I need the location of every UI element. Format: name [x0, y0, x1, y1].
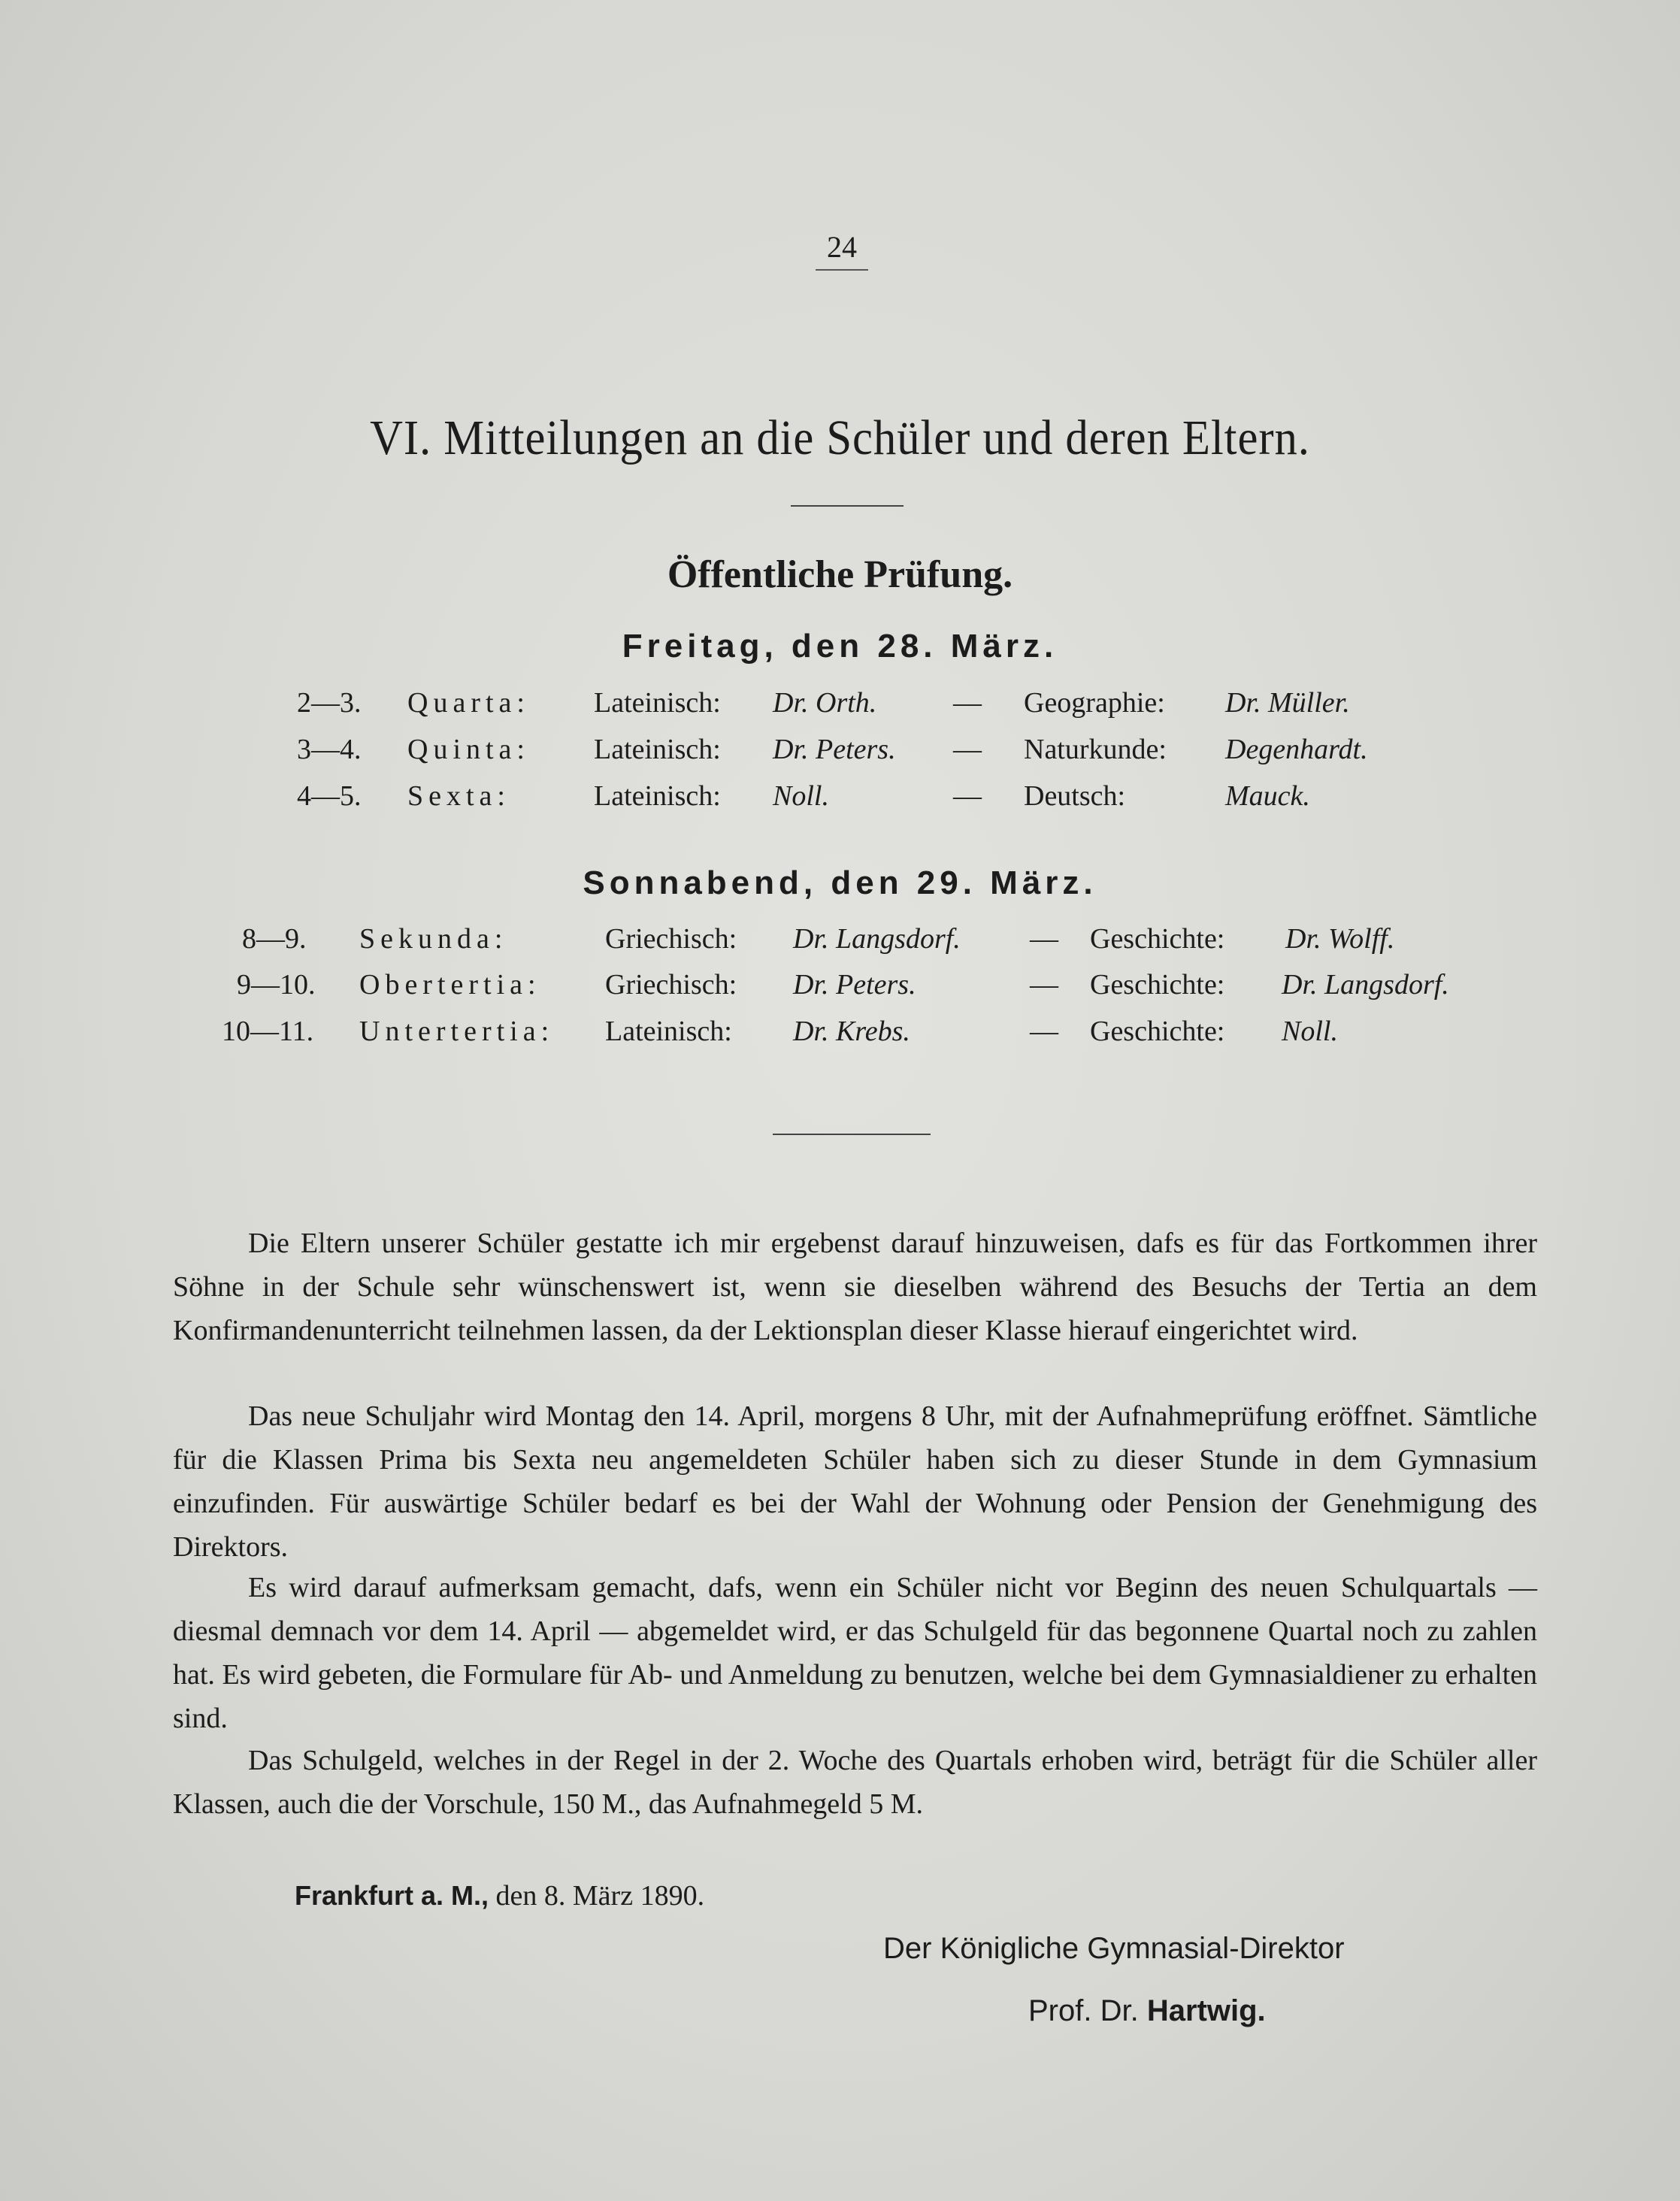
paragraph-konfirmation: Die Eltern unserer Schüler gestatte ich mir ergebenst darauf hinzuweisen, dafs es für das Fortkommen ihrer Söhne in der Schule sehr wünschenswert ist, wenn sie dieselben während des Besuchs der Tertia an dem Konfirmandenunterricht teilnehmen lassen, da der Lektionsplan dieser Klasse hierauf eingerichtet wird. — [173, 1228, 1537, 1346]
subject: Griechisch: — [605, 969, 737, 1001]
dash: — — [1030, 969, 1058, 1001]
signature-name-line — [1028, 1994, 1266, 2028]
teacher: Dr. Langsdorf. — [793, 923, 961, 955]
time-slot: 10—11. — [222, 1016, 314, 1047]
teacher: Dr. Peters. — [773, 734, 896, 765]
time-slot: 4—5. — [297, 780, 362, 812]
subject: Geschichte: — [1090, 923, 1225, 955]
subject: Lateinisch: — [605, 1016, 732, 1047]
signature-prefix: Prof. Dr. — [1028, 1994, 1139, 2027]
teacher: Mauck. — [1225, 780, 1310, 812]
dash: — — [953, 687, 982, 719]
schedule-row — [0, 780, 1680, 817]
page-number-ornament — [816, 269, 868, 271]
teacher: Noll. — [1282, 1016, 1338, 1047]
subject: Lateinisch: — [594, 734, 721, 765]
time-slot: 2—3. — [297, 687, 362, 719]
subject: Geographie: — [1024, 687, 1165, 719]
dash: — — [953, 734, 982, 765]
subject: Lateinisch: — [594, 687, 721, 719]
class-name: Sexta: — [407, 780, 510, 812]
subject: Geschichte: — [1090, 969, 1225, 1001]
section-title: VI. Mitteilungen an die Schüler und deren Eltern. — [370, 410, 1310, 465]
day-heading-friday: Freitag, den 28. März. — [622, 628, 1058, 665]
time-slot: 8—9. — [242, 923, 307, 955]
teacher: Dr. Langsdorf. — [1282, 969, 1449, 1001]
paragraph-schuljahr: Das neue Schuljahr wird Montag den 14. April, morgens 8 Uhr, mit der Aufnahmeprüfung eröffnet. Sämtliche für die Klassen Prima bis Sexta neu angemeldeten Schüler haben sich zu dieser Stunde in dem Gymnasium einzufinden. Für auswärtige Schüler bedarf es bei der Wahl der Wohnung oder Pension der Genehmigung des Direktors. — [173, 1400, 1537, 1563]
divider-rule — [773, 1134, 931, 1135]
paragraph-schulgeld: Das Schulgeld, welches in der Regel in der 2. Woche des Quartals erhoben wird, beträgt für die Schüler aller Klassen, auch die der Vorschule, 150 M., das Aufnahmegeld 5 M. — [173, 1745, 1537, 1820]
teacher: Dr. Orth. — [773, 687, 877, 719]
dash: — — [953, 780, 982, 812]
schedule-row — [0, 968, 1680, 1006]
page-number: 24 — [827, 230, 857, 264]
paragraph-abmeldung: Es wird darauf aufmerksam gemacht, dafs, wenn ein Schüler nicht vor Beginn des neuen Schulquartals — diesmal demnach vor dem 14. April — abgemeldet wird, er das Schulgeld für das begonnene Quartal noch zu zahlen hat. Es wird gebeten, die Formulare für Ab- und Anmeldung zu benutzen, welche bei dem Gymnasialdiener zu erhalten sind. — [173, 1572, 1537, 1734]
class-name: Untertertia: — [359, 1016, 555, 1047]
schedule-row — [0, 922, 1680, 960]
subtitle: Öffentliche Prüfung. — [667, 553, 1013, 596]
signature-title: Der Königliche Gymnasial-Direktor — [883, 1932, 1345, 1965]
teacher: Noll. — [773, 780, 829, 812]
date: den 8. März 1890. — [495, 1880, 705, 1912]
time-slot: 3—4. — [297, 734, 362, 765]
divider-rule — [791, 505, 904, 507]
place: Frankfurt a. M., — [295, 1880, 489, 1911]
subject: Deutsch: — [1024, 780, 1126, 812]
subject: Lateinisch: — [594, 780, 721, 812]
schedule-row — [0, 686, 1680, 724]
subject: Griechisch: — [605, 923, 737, 955]
subject: Naturkunde: — [1024, 734, 1167, 765]
class-name: Quarta: — [407, 687, 530, 719]
schedule-row — [0, 733, 1680, 771]
teacher: Degenhardt. — [1225, 734, 1368, 765]
teacher: Dr. Krebs. — [793, 1016, 910, 1047]
place-date-line — [295, 1879, 704, 1912]
subject: Geschichte: — [1090, 1016, 1225, 1047]
teacher: Dr. Wolff. — [1285, 923, 1395, 955]
class-name: Obertertia: — [359, 969, 541, 1001]
class-name: Sekunda: — [359, 923, 508, 955]
time-slot: 9—10. — [237, 969, 316, 1001]
dash: — — [1030, 1016, 1058, 1047]
day-heading-saturday: Sonnabend, den 29. März. — [583, 864, 1097, 901]
signature-name: Hartwig. — [1146, 1994, 1266, 2027]
teacher: Dr. Peters. — [793, 969, 916, 1001]
teacher: Dr. Müller. — [1225, 687, 1350, 719]
schedule-row — [0, 1015, 1680, 1052]
class-name: Quinta: — [407, 734, 530, 765]
dash: — — [1030, 923, 1058, 955]
